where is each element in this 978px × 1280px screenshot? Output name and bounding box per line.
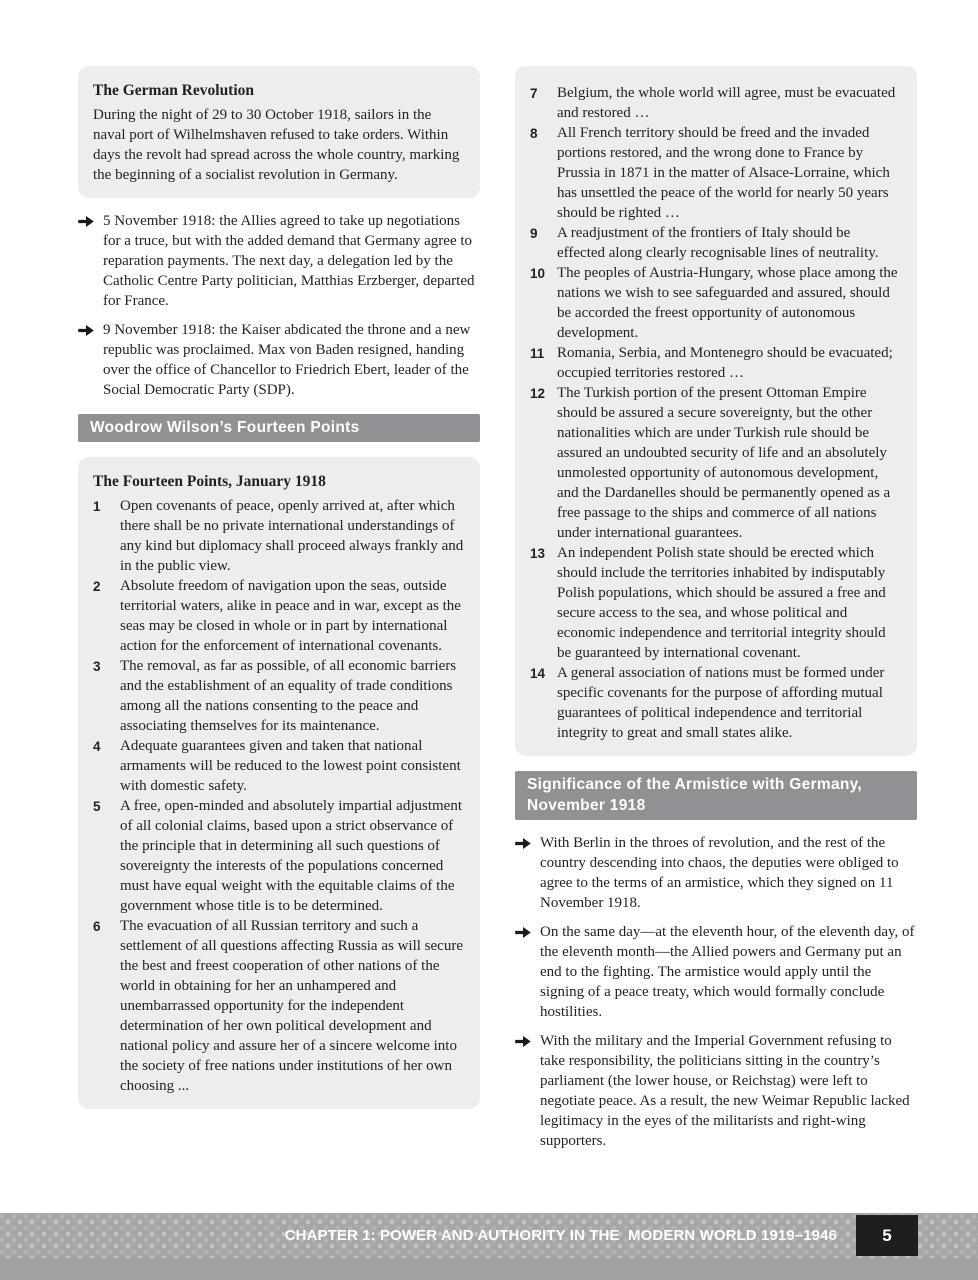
section-header-armistice <box>515 771 917 820</box>
point-text: The peoples of Austria-Hungary, whose place among the nations we wish to see safeguarded and assured, should be accorded the freest opportunity of autonomous development. <box>557 265 898 341</box>
fourteen-points-box-continued <box>515 66 917 756</box>
point-number: 11 <box>530 346 545 361</box>
box-title: The German Revolution <box>93 82 255 99</box>
point-item <box>93 916 465 1096</box>
page-footer <box>0 1213 978 1280</box>
box-body: During the night of 29 to 30 October 1918, sailors in the naval port of Wilhelmshaven refused to take orders. Within days the revolt had spread across the whole country, marking the beginning of a socialist revolution in Germany. <box>93 107 460 183</box>
fourteen-points-box <box>78 457 480 1109</box>
point-text: All French territory should be freed and the invaded portions restored, and the wrong done to France by Prussia in 1871 in the matter of Alsace-Lorraine, which has unsettled the peace of the world for nearly 50 years should be righted … <box>557 125 890 221</box>
point-number: 1 <box>93 499 101 514</box>
point-text: A readjustment of the frontiers of Italy should be effected along clearly recognisable lines of neutrality. <box>557 225 879 261</box>
right-column <box>515 66 917 1160</box>
point-number: 12 <box>530 386 546 401</box>
section-header-text: Significance of the Armistice with Germany, November 1918 <box>527 776 863 814</box>
point-text: An independent Polish state should be erected which should include the territories inhabited by indisputably Polish populations, which should be assured a free and secure access to the sea, and whose political and economic independence and territorial integrity should be guaranteed by international covenant. <box>557 545 886 661</box>
point-item <box>530 383 902 543</box>
point-number: 5 <box>93 799 101 814</box>
point-item <box>93 656 465 736</box>
page-number: 5 <box>882 1225 892 1245</box>
box-title: The Fourteen Points, January 1918 <box>93 473 326 490</box>
event-item <box>78 320 480 400</box>
point-text: Belgium, the whole world will agree, must be evacuated and restored … <box>557 85 896 121</box>
bullet-text: With the military and the Imperial Government refusing to take responsibility, the politicians sitting in the country’s parliament (the lower house, or Reichstag) were left to negotiate peace. As a result, the new Weimar Republic lacked legitimacy in the eyes of the militarists and right-wing supporters. <box>540 1033 910 1149</box>
armistice-bullet-list <box>515 833 917 1151</box>
point-number: 4 <box>93 739 101 754</box>
point-item <box>530 543 902 663</box>
point-number: 2 <box>93 579 101 594</box>
point-number: 14 <box>530 666 546 681</box>
point-item <box>93 576 465 656</box>
point-number: 6 <box>93 919 101 934</box>
point-item <box>530 663 902 743</box>
chapter-title: CHAPTER 1: POWER AND AUTHORITY IN THE MODERN WORLD 1919–1946 <box>284 1227 837 1244</box>
arrow-right-icon <box>515 922 531 1022</box>
page-number-badge <box>856 1215 918 1256</box>
points-list-7-14 <box>530 83 902 743</box>
point-text: Absolute freedom of navigation upon the seas, outside territorial waters, alike in peace and in war, except as the seas may be closed in whole or in part by international action for the enforcement of international covenants. <box>120 578 461 654</box>
point-item <box>530 83 902 123</box>
point-text: The Turkish portion of the present Ottoman Empire should be assured a secure sovereignty, but the other nationalities which are under Turkish rule should be assured an undoubted security of life and an absolutely unmolested opportunity of autonomous development, and the Dardanelles should be permanently opened as a free passage to the ships and commerce of all nations under international guarantees. <box>557 385 891 541</box>
bullet-text: With Berlin in the throes of revolution, and the rest of the country descending into chaos, the deputies were obliged to agree to the terms of an armistice, which they signed on 11 November 1918. <box>540 835 899 911</box>
section-header-fourteen-points <box>78 414 480 442</box>
point-item <box>93 796 465 916</box>
point-item <box>93 736 465 796</box>
point-number: 8 <box>530 126 538 141</box>
footer-strip <box>0 1258 978 1280</box>
point-text: Open covenants of peace, openly arrived at, after which there shall be no private international understandings of any kind but diplomacy shall proceed always frankly and in the public view. <box>120 498 464 574</box>
point-item <box>530 263 902 343</box>
point-text: A free, open-minded and absolutely impartial adjustment of all colonial claims, based upon a strict observance of the principle that in determining all such questions of sovereignty the interests of the populations concerned must have equal weight with the equitable claims of the government whose title is to be determined. <box>120 798 462 914</box>
point-number: 9 <box>530 226 538 241</box>
event-text: 9 November 1918: the Kaiser abdicated the throne and a new republic was proclaimed. Max von Baden resigned, handing over the office of Chancellor to Friedrich Ebert, leader of the Social Democratic Party (SDP). <box>103 322 471 398</box>
point-item <box>530 343 902 383</box>
arrow-right-icon <box>78 320 94 400</box>
left-column <box>78 66 480 1160</box>
point-item <box>530 123 902 223</box>
points-list-1-6 <box>93 496 465 1096</box>
point-number: 3 <box>93 659 101 674</box>
event-text: 5 November 1918: the Allies agreed to take up negotiations for a truce, but with the added demand that Germany agree to reparation payments. The next day, a delegation led by the Catholic Centre Party politician, Matthias Erzberger, departed for France. <box>103 213 475 309</box>
bullet-item <box>515 1031 917 1151</box>
bullet-text: On the same day—at the eleventh hour, of the eleventh day, of the eleventh month—the Allied powers and Germany put an end to the fighting. The armistice would apply until the signing of a peace treaty, which would formally conclude hostilities. <box>540 924 915 1020</box>
point-text: The removal, as far as possible, of all economic barriers and the establishment of an equality of trade conditions among all the nations consenting to the peace and associating themselves for its maintenance. <box>120 658 457 734</box>
point-text: Adequate guarantees given and taken that national armaments will be reduced to the lowest point consistent with domestic safety. <box>120 738 461 794</box>
event-list <box>78 211 480 400</box>
point-item <box>93 496 465 576</box>
point-text: A general association of nations must be formed under specific covenants for the purpose of affording mutual guarantees of political independence and territorial integrity to great and small states alike. <box>557 665 885 741</box>
arrow-right-icon <box>515 1031 531 1151</box>
point-number: 10 <box>530 266 546 281</box>
arrow-right-icon <box>78 211 94 311</box>
bullet-item <box>515 922 917 1022</box>
section-header-text: Woodrow Wilson’s Fourteen Points <box>90 419 360 436</box>
point-text: Romania, Serbia, and Montenegro should be evacuated; occupied territories restored … <box>557 345 893 381</box>
point-item <box>530 223 902 263</box>
point-number: 7 <box>530 86 538 101</box>
event-item <box>78 211 480 311</box>
bullet-item <box>515 833 917 913</box>
point-text: The evacuation of all Russian territory and such a settlement of all questions affecting Russia as will secure the best and freest cooperation of other nations of the world in obtaining for her an unhampered and unembarrassed opportunity for the independent determination of her own political development and national policy and assure her of a sincere welcome into the society of free nations under institutions of her own choosing ... <box>120 918 463 1094</box>
arrow-right-icon <box>515 833 531 913</box>
german-revolution-box <box>78 66 480 198</box>
point-number: 13 <box>530 546 546 561</box>
footer-dotted-bar <box>0 1213 978 1258</box>
